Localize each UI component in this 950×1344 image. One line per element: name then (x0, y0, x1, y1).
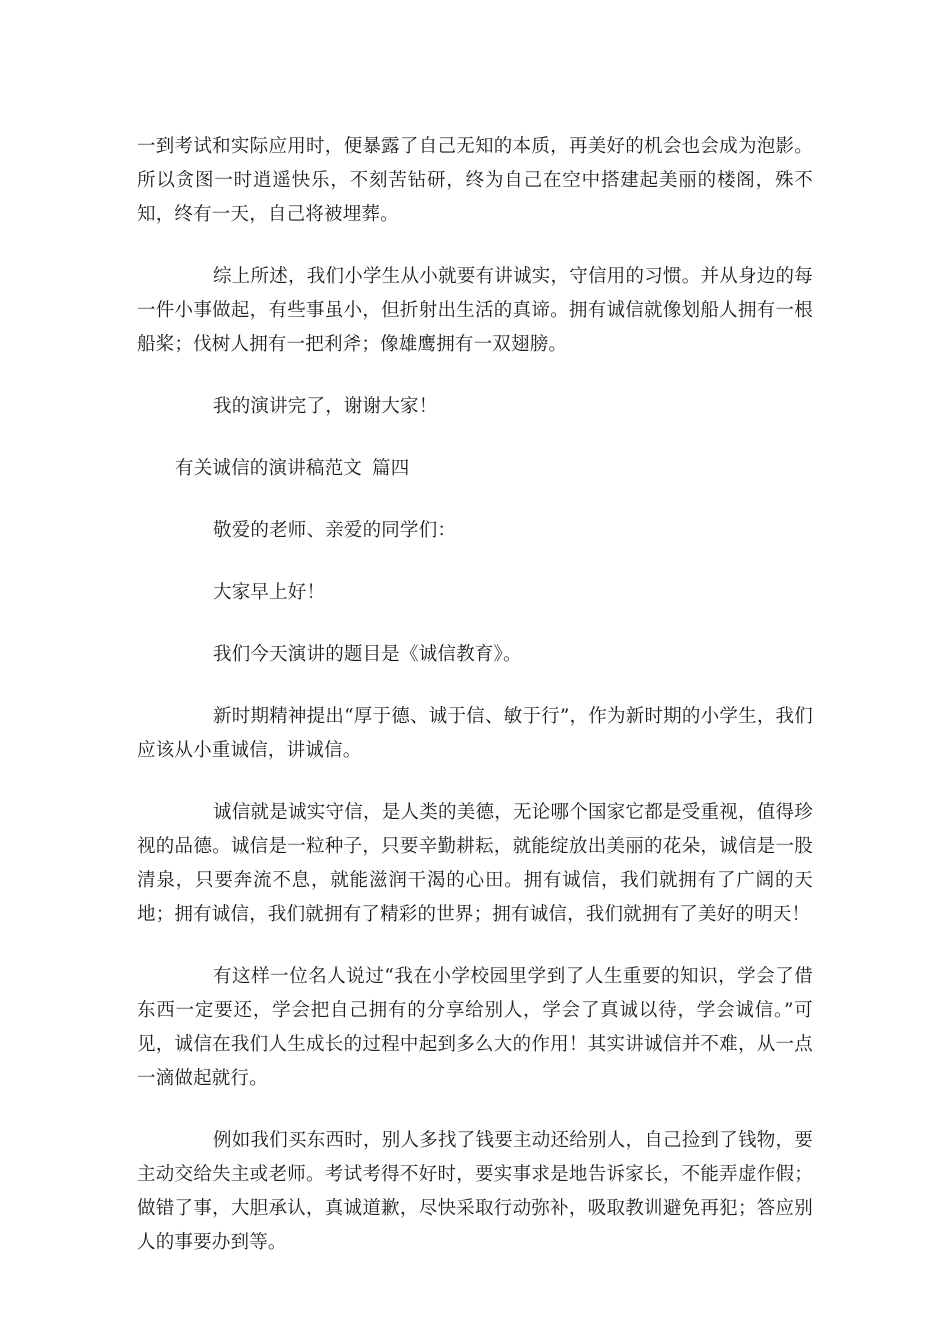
paragraph-definition: 诚信就是诚实守信，是人类的美德，无论哪个国家它都是受重视，值得珍视的品德。诚信是一粒种子，只要辛勤耕耘，就能绽放出美丽的花朵，诚信是一股清泉，只要奔流不息，就能滋润干渴的心田。拥有诚信，我们就拥有了广阔的天地；拥有诚信，我们就拥有了精彩的世界；拥有诚信，我们就拥有了美好的明天！ (137, 802, 813, 925)
document-body (137, 130, 813, 1288)
paragraph-quote: 有这样一位名人说过“我在小学校园里学到了人生重要的知识，学会了借东西一定要还，学会把自己拥有的分享给别人，学会了真诚以待，学会诚信。”可见，诚信在我们人生成长的过程中起到多么大的作用！其实讲诚信并不难，从一点一滴做起就行。 (137, 966, 813, 1089)
paragraph-topic: 我们今天演讲的题目是《诚信教育》。 (213, 644, 522, 665)
paragraph-spirit: 新时期精神提出“厚于德、诚于信、敏于行”，作为新时期的小学生，我们应该从小重诚信，讲诚信。 (137, 706, 813, 761)
paragraph-examples: 例如我们买东西时，别人多找了钱要主动还给别人，自己捡到了钱物，要主动交给失主或老师。考试考得不好时，要实事求是地告诉家长，不能弄虚作假；做错了事，大胆承认，真诚道歉，尽快采取行动弥补，吸取教训避免再犯；答应别人的事要办到等。 (137, 1130, 813, 1253)
section-heading-title: 有关诚信的演讲稿范文 (175, 458, 363, 479)
paragraph-salutation: 敬爱的老师、亲爱的同学们： (213, 520, 457, 541)
paragraph-greeting: 大家早上好！ (213, 582, 326, 603)
section-heading (137, 452, 813, 486)
paragraph-continuation: 一到考试和实际应用时，便暴露了自己无知的本质，再美好的机会也会成为泡影。所以贪图一时逍遥快乐，不刻苦钻研，终为自己在空中搭建起美丽的楼阁，殊不知，终有一天，自己将被埋葬。 (137, 136, 813, 225)
paragraph-closing: 我的演讲完了，谢谢大家！ (213, 396, 438, 417)
paragraph-summary: 综上所述，我们小学生从小就要有讲诚实，守信用的习惯。并从身边的每一件小事做起，有些事虽小，但折射出生活的真谛。拥有诚信就像划船人拥有一根船桨；伐树人拥有一把利斧；像雄鹰拥有一双翅膀。 (137, 266, 813, 355)
section-heading-part: 篇四 (372, 458, 410, 479)
